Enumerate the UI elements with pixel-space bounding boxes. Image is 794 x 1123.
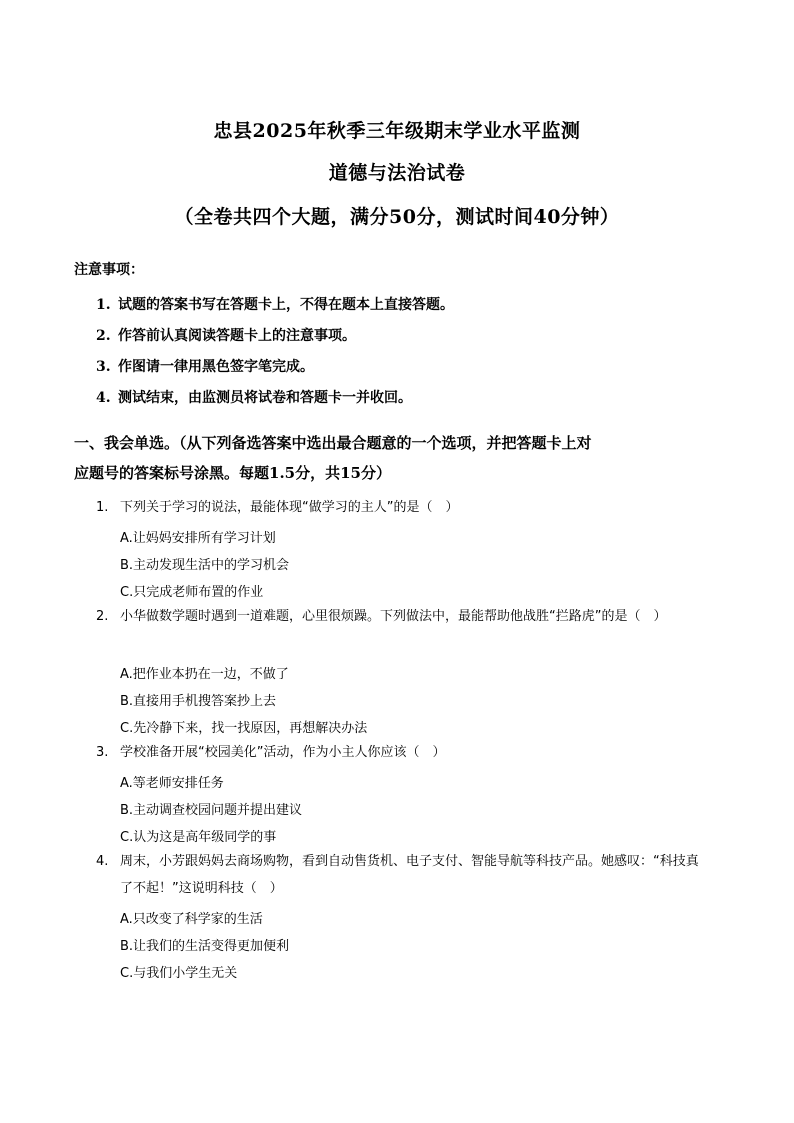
notice-item-text: 测试结束，由监测员将试卷和答题卡一并收回。 bbox=[118, 390, 412, 406]
option-a: A.只改变了科学家的生活 bbox=[120, 912, 263, 927]
notice-item-text: 试题的答案书写在答题卡上，不得在题本上直接答题。 bbox=[118, 297, 454, 313]
notice-item bbox=[96, 325, 356, 345]
question-number: 4. bbox=[96, 854, 109, 869]
exam-title: 忠县2025年秋季三年级期末学业水平监测 bbox=[213, 120, 581, 142]
section-heading bbox=[74, 428, 694, 488]
section-heading-line: 一、我会单选。（从下列备选答案中选出最合题意的一个选项，并把答题卡上对 bbox=[74, 434, 592, 452]
question-number: 1. bbox=[96, 500, 109, 515]
option-a: A.等老师安排任务 bbox=[120, 776, 224, 791]
notice-item-text: 作图请一律用黑色签字笔完成。 bbox=[118, 359, 314, 375]
notice-item-number: 1. bbox=[96, 297, 111, 313]
notice-item-number: 2. bbox=[96, 328, 111, 344]
notice-heading: 注意事项： bbox=[74, 262, 144, 278]
option-c: C.先冷静下来，找一找原因，再想解决办法 bbox=[120, 721, 368, 736]
notice-item-number: 3. bbox=[96, 359, 111, 375]
notice-item-number: 4. bbox=[96, 390, 111, 406]
question-4 bbox=[96, 848, 706, 902]
notice-item-text: 作答前认真阅读答题卡上的注意事项。 bbox=[118, 328, 356, 344]
question-2 bbox=[96, 603, 706, 630]
question-1 bbox=[96, 494, 706, 521]
question-number: 2. bbox=[96, 609, 109, 624]
notice-item bbox=[96, 356, 314, 376]
option-a: A.把作业本扔在一边，不做了 bbox=[120, 667, 289, 682]
option-b: B.主动发现生活中的学习机会 bbox=[120, 558, 290, 573]
section-heading-line: 应题号的答案标号涂黑。每题1.5分，共15分） bbox=[74, 464, 391, 482]
question-text: 学校准备开展“校园美化”活动，作为小主人你应该（ ） bbox=[120, 745, 446, 760]
question-3 bbox=[96, 739, 706, 766]
question-number: 3. bbox=[96, 745, 109, 760]
option-b: B.主动调查校园问题并提出建议 bbox=[120, 803, 303, 818]
option-a: A.让妈妈安排所有学习计划 bbox=[120, 531, 276, 546]
option-c: C.认为这是高年级同学的事 bbox=[120, 830, 277, 845]
option-c: C.与我们小学生无关 bbox=[120, 966, 238, 981]
option-c: C.只完成老师布置的作业 bbox=[120, 585, 264, 600]
question-text: 下列关于学习的说法，最能体现“做学习的主人”的是（ ） bbox=[120, 500, 459, 515]
option-b: B.直接用手机搜答案抄上去 bbox=[120, 694, 277, 709]
notice-item bbox=[96, 387, 412, 407]
notice-item bbox=[96, 294, 454, 314]
option-b: B.让我们的生活变得更加便利 bbox=[120, 939, 290, 954]
exam-note: （全卷共四个大题，满分50分，测试时间40分钟） bbox=[174, 206, 620, 228]
question-text: 小华做数学题时遇到一道难题，心里很烦躁。下列做法中，最能帮助他战胜“拦路虎”的是（ ） bbox=[120, 609, 667, 624]
question-text: 周末，小芳跟妈妈去商场购物，看到自动售货机、电子支付、智能导航等科技产品。她感叹：“科技真了不起！”这说明科技（ ） bbox=[120, 854, 699, 896]
exam-subject: 道德与法治试卷 bbox=[328, 162, 466, 184]
